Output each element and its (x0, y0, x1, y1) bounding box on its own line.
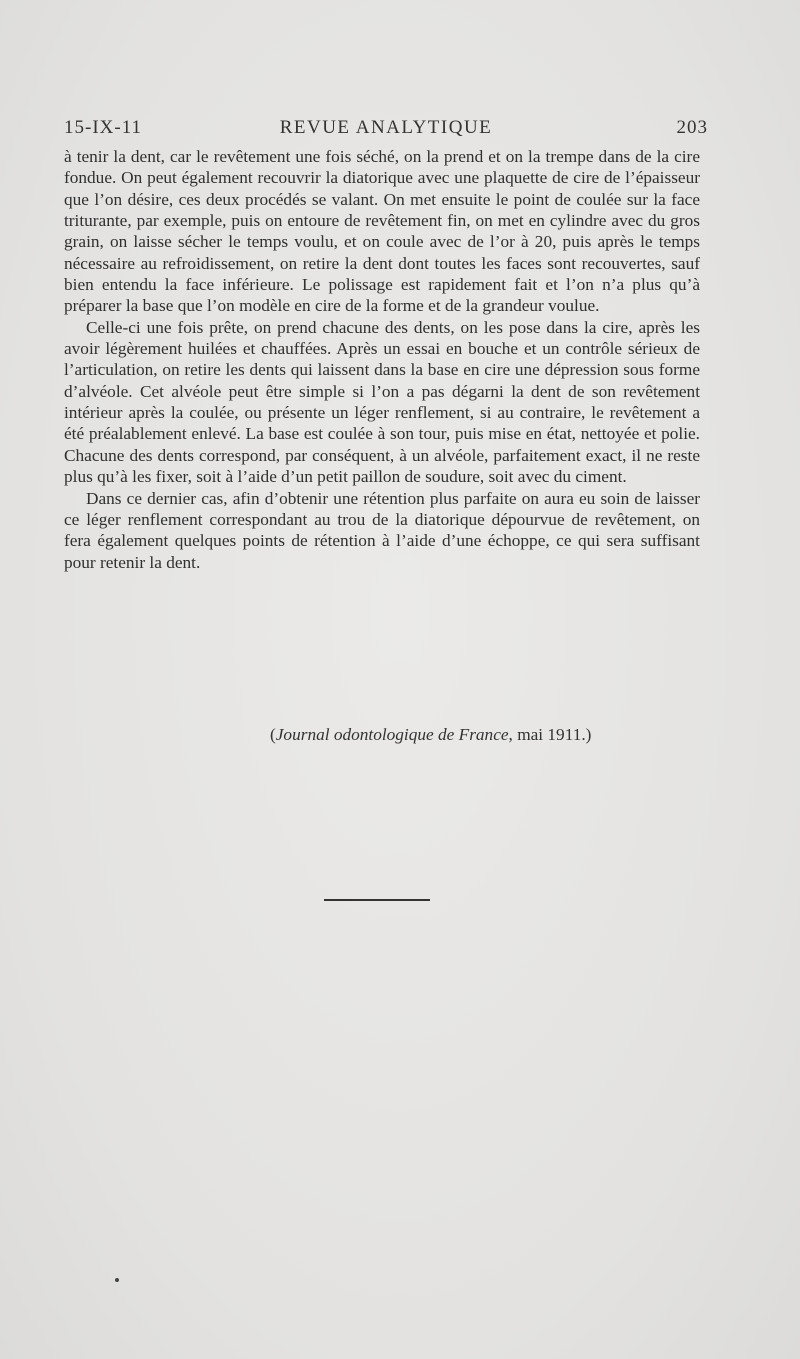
citation-date: , mai 1911.) (508, 725, 592, 744)
header-date: 15-IX-11 (64, 117, 142, 138)
paper-speck (115, 1278, 119, 1282)
paragraph-1: à tenir la dent, car le revêtement une fois séché, on la prend et on la trempe dans de la cire fondue. On peut également recouvrir la diatorique avec une plaquette de cire de l’épaisseur que l’on désire, ces deux procédés se valant. On met ensuite le point de coulée sur la face triturante, par exemple, puis on entoure de revêtement fin, on met en cylindre avec du gros grain, on laisse sécher le temps voulu, et on coule avec de l’or à 20, puis après le temps nécessaire au refroidissement, on retire la dent dont toutes les faces sont recouvertes, sauf bien entendu la face inférieure. Le polissage est rapidement fait et l’on n’a plus qu’à préparer la base que l’on modèle en cire de la forme et de la grandeur voulue. (64, 147, 700, 316)
article-body (64, 146, 700, 573)
paragraph-3: Dans ce dernier cas, afin d’obtenir une rétention plus parfaite on aura eu soin de laisser ce léger renflement correspondant au trou de la diatorique dépourvue de revêtement, on fera également quelques points de rétention à l’aide d’une échoppe, ce qui sera suffisant pour retenir la dent. (64, 488, 700, 572)
header-title: REVUE ANALYTIQUE (279, 117, 493, 138)
page-number: 203 (676, 117, 708, 138)
source-citation (270, 725, 591, 745)
citation-open: ( (270, 725, 276, 744)
paragraph-2: Celle-ci une fois prête, on prend chacune des dents, on les pose dans la cire, après les avoir légèrement huilées et chauffées. Après un essai en bouche et un contrôle sérieux de l’articulation, on retire les dents qui laissent dans la base en cire une dépression sous forme d’alvéole. Cet alvéole peut être simple si l’on a pas dégarni la dent de son revêtement intérieur après la coulée, ou présente un léger renflement, si au contraire, le revêtement a été préalablement enlevé. La base est coulée à son tour, puis mise en état, nettoyée et polie. Chacune des dents correspond, par conséquent, à un alvéole, parfaitement exact, il ne reste plus qu’à les fixer, soit à l’aide d’un petit paillon de soudure, soit avec du ciment. (64, 317, 700, 487)
section-divider (324, 899, 430, 901)
citation-journal: Journal odontologique de France (275, 725, 509, 744)
running-header (64, 117, 708, 141)
